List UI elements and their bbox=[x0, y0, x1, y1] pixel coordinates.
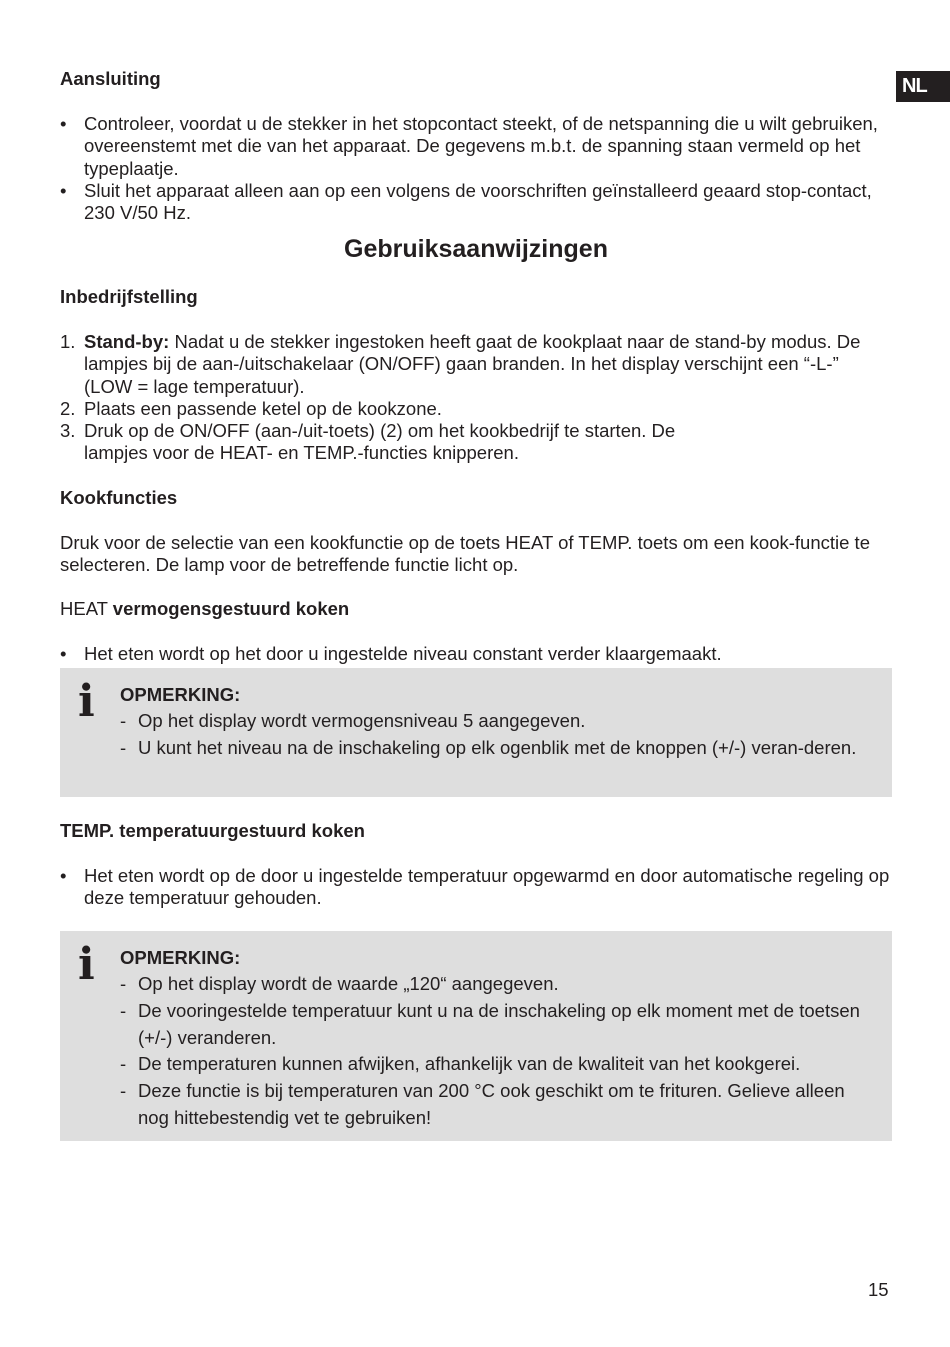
section-title-aansluiting: Aansluiting bbox=[60, 68, 161, 89]
note-box-temp bbox=[60, 931, 892, 1141]
list-item bbox=[60, 180, 892, 225]
list-item bbox=[60, 643, 892, 665]
section-title-temp: TEMP. temperatuurgestuurd koken bbox=[60, 820, 365, 841]
item-text: Druk op de ON/OFF (aan-/uit-toets) (2) om het kookbedrijf te starten. De lampjes voor de HEAT- en TEMP.-functies knipperen. bbox=[84, 420, 676, 464]
list-item bbox=[60, 865, 892, 910]
bullet-text: Het eten wordt op het door u ingestelde niveau constant verder klaargemaakt. bbox=[84, 643, 722, 664]
list-item bbox=[60, 113, 892, 180]
dash-mark: - bbox=[120, 1080, 127, 1101]
note-item-text: Op het display wordt vermogensniveau 5 aangegeven. bbox=[138, 710, 586, 731]
info-icon: i bbox=[78, 939, 95, 990]
item-text: Nadat u de stekker ingestoken heeft gaat de kookplaat naar de stand-by modus. De lampjes bij de aan-/uitschakelaar (ON/OFF) gaan branden. In het display verschijnt een “-L-” (LOW = lage temperatuur). bbox=[84, 331, 861, 397]
paragraph: Druk voor de selectie van een kookfunctie op de toets HEAT of TEMP. toets om een kook-functie te selecteren. De lamp voor de betreffende functie licht op. bbox=[60, 532, 870, 576]
note-item bbox=[120, 708, 880, 735]
note-item bbox=[120, 735, 880, 762]
note-item bbox=[120, 1078, 880, 1131]
language-tab: NL bbox=[896, 71, 950, 102]
note-item bbox=[120, 1051, 880, 1078]
bullet-text: Controleer, voordat u de stekker in het stopcontact steekt, of de netspanning die u wilt gebruiken, overeenstemt met die van het apparaat. De gegevens m.b.t. de spanning staan vermeld op het typeplaatje. bbox=[84, 113, 878, 179]
numbered-item bbox=[60, 398, 892, 420]
bullet-mark: • bbox=[60, 113, 67, 134]
note-item bbox=[120, 971, 880, 998]
dash-mark: - bbox=[120, 1053, 127, 1074]
note-item bbox=[120, 998, 880, 1051]
note-title: OPMERKING: bbox=[120, 684, 241, 705]
bullet-mark: • bbox=[60, 865, 67, 886]
page-number: 15 bbox=[868, 1279, 889, 1300]
item-number: 3. bbox=[60, 420, 76, 441]
dash-mark: - bbox=[120, 973, 127, 994]
section-title-heat bbox=[60, 598, 349, 620]
item-number: 1. bbox=[60, 331, 76, 352]
section-title-inbedrijfstelling: Inbedrijfstelling bbox=[60, 286, 198, 307]
note-item-text: Op het display wordt de waarde „120“ aangegeven. bbox=[138, 973, 559, 994]
bullet-text: Sluit het apparaat alleen aan op een volgens de voorschriften geïnstalleerd geaard stop-contact, 230 V/50 Hz. bbox=[84, 180, 872, 224]
note-item-text: Deze functie is bij temperaturen van 200 °C ook geschikt om te frituren. Gelieve alleen nog hittebestendig vet te gebruiken! bbox=[138, 1080, 845, 1128]
page-title: Gebruiksaanwijzingen bbox=[344, 235, 608, 263]
item-number: 2. bbox=[60, 398, 76, 419]
numbered-item bbox=[60, 420, 892, 465]
item-text: Plaats een passende ketel op de kookzone. bbox=[84, 398, 442, 419]
heat-label: HEAT bbox=[60, 598, 113, 619]
note-item-text: De vooringestelde temperatuur kunt u na de inschakeling op elk moment met de toetsen (+/-) veranderen. bbox=[138, 1000, 860, 1048]
note-title: OPMERKING: bbox=[120, 947, 241, 968]
item-bold-label: Stand-by: bbox=[84, 331, 170, 352]
note-item-text: U kunt het niveau na de inschakeling op elk ogenblik met de knoppen (+/-) veran-deren. bbox=[138, 737, 857, 758]
dash-mark: - bbox=[120, 737, 127, 758]
numbered-item bbox=[60, 331, 892, 398]
bullet-mark: • bbox=[60, 643, 67, 664]
dash-mark: - bbox=[120, 1000, 127, 1021]
info-icon: i bbox=[78, 676, 95, 727]
heat-title: vermogensgestuurd koken bbox=[112, 598, 350, 619]
dash-mark: - bbox=[120, 710, 127, 731]
note-item-text: De temperaturen kunnen afwijken, afhankelijk van de kwaliteit van het kookgerei. bbox=[138, 1053, 801, 1074]
bullet-text: Het eten wordt op de door u ingestelde temperatuur opgewarmd en door automatische regeling op deze temperatuur gehouden. bbox=[84, 865, 890, 909]
section-title-kookfuncties: Kookfuncties bbox=[60, 487, 178, 508]
bullet-mark: • bbox=[60, 180, 67, 201]
note-box-heat bbox=[60, 668, 892, 797]
